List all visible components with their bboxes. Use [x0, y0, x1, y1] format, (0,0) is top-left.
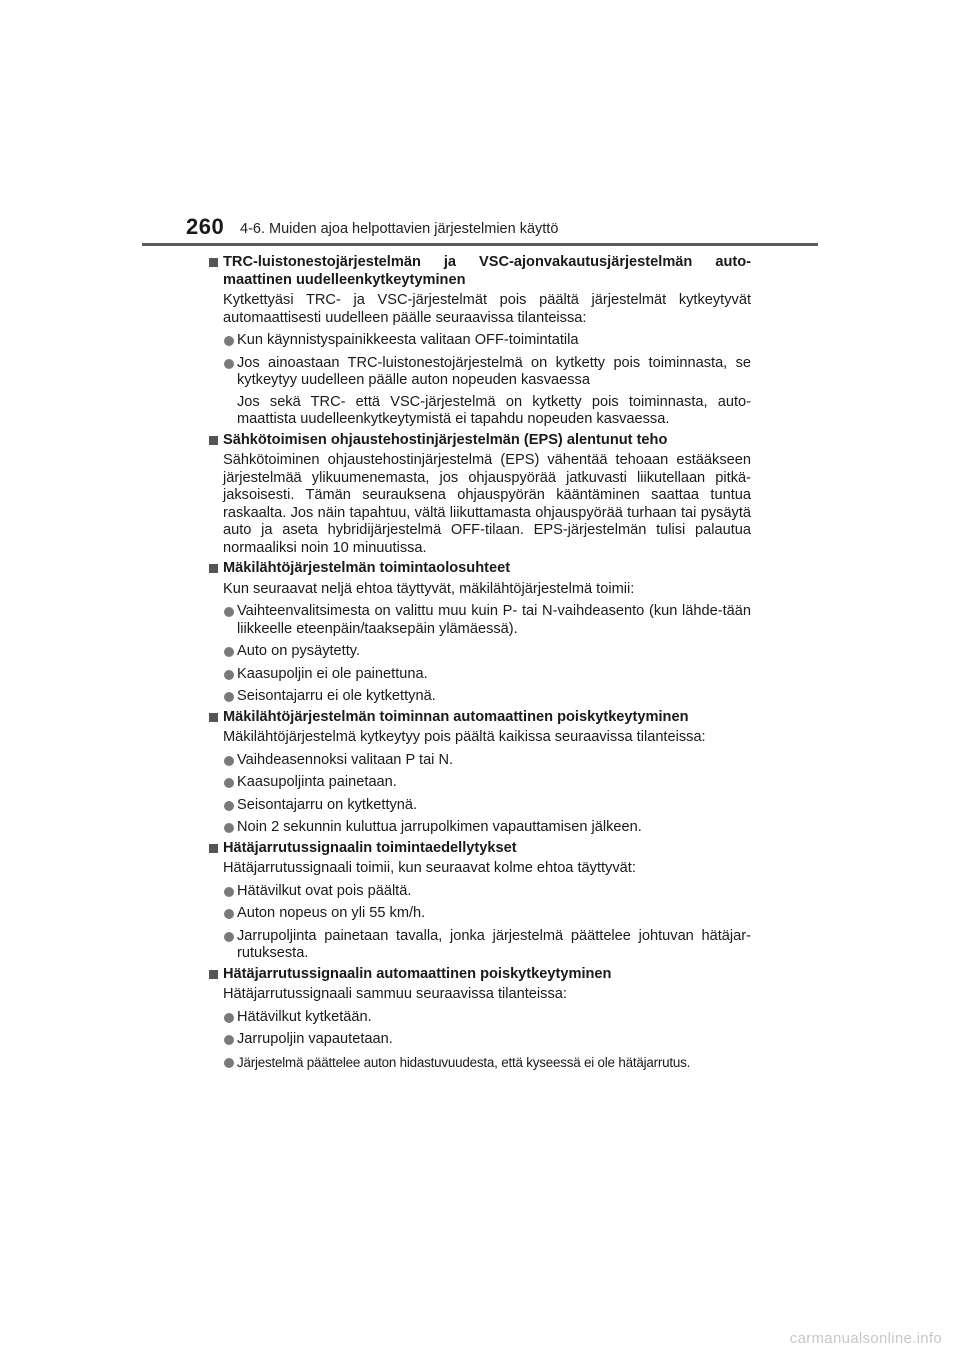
round-bullet-icon — [224, 756, 234, 766]
section-hill-start-auto-off — [209, 709, 751, 837]
round-bullet-icon — [224, 1058, 234, 1068]
section-paragraph: Hätäjarrutussignaali toimii, kun seuraavat kolme ehtoa täyttyvät: — [223, 860, 636, 876]
section-heading — [209, 709, 751, 727]
section-paragraph: Kun seuraavat neljä ehtoa täyttyvät, mäkilähtöjärjestelmä toimii: — [223, 580, 635, 597]
section-hill-start-conditions — [209, 560, 751, 706]
section-heading-text: Mäkilähtöjärjestelmän toimintaolosuhteet — [223, 560, 511, 576]
list-item-text: Kun käynnistyspainikkeesta valitaan OFF-toimintatila — [237, 332, 579, 348]
header-divider — [142, 243, 818, 246]
list-item — [209, 643, 751, 661]
page-content — [209, 254, 751, 1074]
square-bullet-icon — [209, 844, 218, 853]
section-heading-text: Sähkötoimisen ohjaustehostinjärjestelmän (EPS) alentunut teho — [223, 431, 668, 448]
list-item-text: Jarrupoljin vapautetaan. — [237, 1031, 393, 1047]
round-bullet-icon — [224, 823, 234, 833]
list-item — [209, 1054, 751, 1072]
section-heading — [209, 966, 751, 984]
list-item — [209, 774, 751, 792]
list-item — [209, 332, 751, 350]
square-bullet-icon — [209, 713, 218, 722]
list-item — [209, 355, 751, 390]
list-item-text: Jarrupoljinta painetaan tavalla, jonka järjestelmä päättelee johtuvan hätäjar-rutuksesta. — [237, 927, 751, 961]
section-heading — [209, 840, 751, 858]
section-emergency-signal-auto-off — [209, 966, 751, 1072]
square-bullet-icon — [209, 258, 218, 267]
round-bullet-icon — [224, 670, 234, 680]
round-bullet-icon — [224, 359, 234, 369]
list-item — [209, 752, 751, 770]
section-heading — [209, 560, 751, 578]
section-heading-text: TRC-luistonestojärjestelmän ja VSC-ajonvakautusjärjestelmän auto-maattinen uudelleenkytkeytyminen — [223, 254, 751, 288]
round-bullet-icon — [224, 607, 234, 617]
section-heading — [209, 432, 751, 450]
list-item-text: Hätävilkut ovat pois päältä. — [237, 882, 412, 899]
section-emergency-signal-conditions — [209, 840, 751, 963]
section-heading-text: Mäkilähtöjärjestelmän toiminnan automaattinen poiskytkeytyminen — [223, 708, 689, 725]
round-bullet-icon — [224, 909, 234, 919]
section-heading-text: Hätäjarrutussignaalin automaattinen poiskytkeytyminen — [223, 965, 612, 982]
list-item-text: Jos ainoastaan TRC-luistonestojärjestelmä on kytketty pois toiminnasta, se kytkeytyy uudelleen päälle auton nopeuden kasvaessa — [237, 354, 751, 388]
list-item — [209, 1031, 751, 1049]
list-item-text: Auto on pysäytetty. — [237, 643, 361, 659]
list-item — [209, 797, 751, 815]
square-bullet-icon — [209, 564, 218, 573]
section-paragraph: Sähkötoiminen ohjaustehostinjärjestelmä (EPS) vähentää tehoaan estääkseen järjestelmää ylikuumenemasta, jos ohjauspyörää jatkuvasti liikutellaan pitkä-jaksoisesti. Tämän seurauksena ohjauspyörän kääntäminen saattaa tuntua raskaalta. Jos näin tapahtuu, vältä liikuttamasta ohjauspyörää turhaan tai pysäytä auto ja aseta hybridijärjestelmä OFF-tilaan. EPS-järjestelmän tulisi palautua normaaliksi noin 10 minuutissa. — [223, 452, 751, 556]
list-item — [209, 666, 751, 684]
list-item — [209, 603, 751, 638]
list-item-text: Kaasupoljinta painetaan. — [237, 774, 397, 790]
list-item — [209, 883, 751, 901]
round-bullet-icon — [224, 1035, 234, 1045]
list-item-text: Seisontajarru on kytkettynä. — [237, 796, 418, 813]
page-number: 260 — [186, 214, 225, 239]
list-item-text: Noin 2 sekunnin kuluttua jarrupolkimen vapauttamisen jälkeen. — [237, 819, 642, 835]
section-paragraph: Hätäjarrutussignaali sammuu seuraavissa tilanteissa: — [223, 986, 567, 1002]
section-paragraph: Mäkilähtöjärjestelmä kytkeytyy pois päältä kaikissa seuraavissa tilanteissa: — [223, 729, 706, 745]
list-item — [209, 905, 751, 923]
round-bullet-icon — [224, 336, 234, 346]
list-item-text: Auton nopeus on yli 55 km/h. — [237, 905, 426, 921]
section-heading-text: Hätäjarrutussignaalin toimintaedellytykset — [223, 839, 517, 856]
list-item-text: Vaihdeasennoksi valitaan P tai N. — [237, 751, 454, 768]
list-item — [209, 1009, 751, 1027]
section-trc-vsc-reactivation — [209, 254, 751, 429]
list-item — [209, 819, 751, 837]
list-item-text: Järjestelmä päättelee auton hidastuvuudesta, että kyseessä ei ole hätäjarrutus. — [237, 1054, 691, 1070]
list-item — [209, 928, 751, 963]
list-item — [209, 688, 751, 706]
round-bullet-icon — [224, 778, 234, 788]
round-bullet-icon — [224, 692, 234, 702]
round-bullet-icon — [224, 801, 234, 811]
list-item-text: Kaasupoljin ei ole painettuna. — [237, 665, 428, 682]
round-bullet-icon — [224, 932, 234, 942]
square-bullet-icon — [209, 436, 218, 445]
watermark: carmanualsonline.info — [789, 1330, 942, 1347]
section-paragraph: Kytkettyäsi TRC- ja VSC-järjestelmät pois päältä järjestelmät kytkeytyvät automaattisesti uudelleen päälle seuraavissa tilanteissa: — [223, 292, 751, 326]
round-bullet-icon — [224, 647, 234, 657]
list-item-text: Hätävilkut kytketään. — [237, 1008, 372, 1025]
square-bullet-icon — [209, 970, 218, 979]
chapter-title: 4-6. Muiden ajoa helpottavien järjestelmien käyttö — [240, 221, 559, 237]
list-item-note: Jos sekä TRC- että VSC-järjestelmä on kytketty pois toiminnasta, auto-maattista uudelleenkytkeytymistä ei tapahdu nopeuden kasvaessa. — [237, 393, 751, 427]
list-item-text: Seisontajarru ei ole kytkettynä. — [237, 688, 436, 704]
list-item-text: Vaihteenvalitsimesta on valittu muu kuin P- tai N-vaihdeasento (kun lähde-tään liikkeelle eteenpäin/taaksepäin ylämäessä). — [237, 603, 751, 637]
round-bullet-icon — [224, 887, 234, 897]
section-heading — [209, 254, 751, 289]
round-bullet-icon — [224, 1013, 234, 1023]
section-eps-reduced-power — [209, 432, 751, 558]
